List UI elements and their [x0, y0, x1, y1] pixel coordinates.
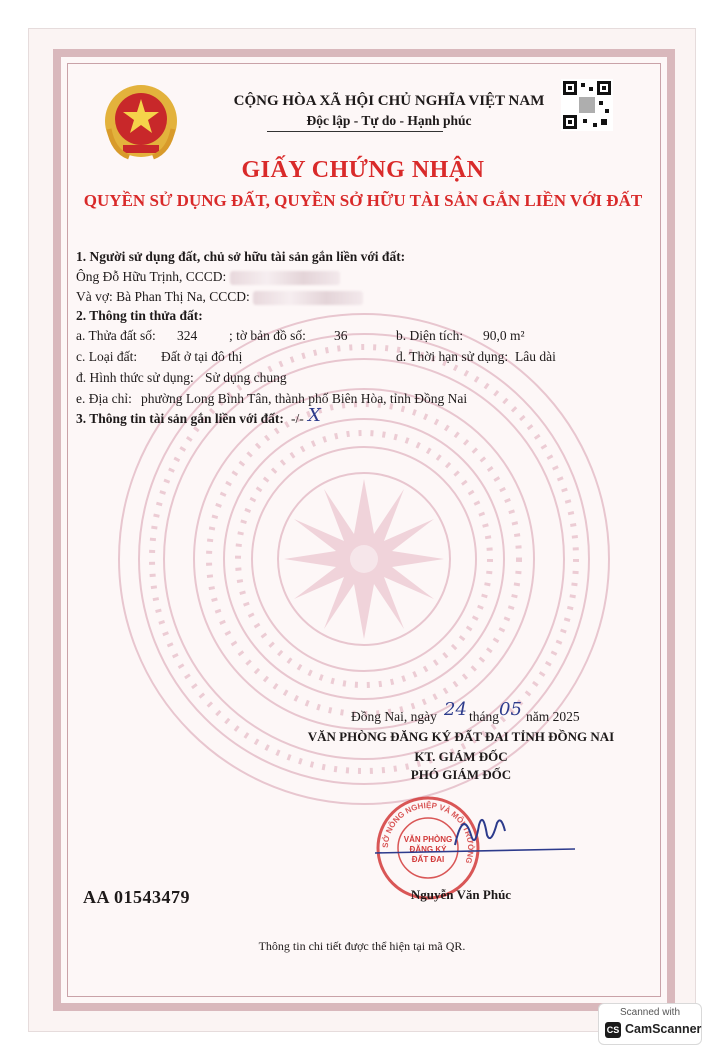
issuing-office: VĂN PHÒNG ĐĂNG KÝ ĐẤT ĐAI TỈNH ĐỒNG NAI — [307, 729, 615, 744]
stamp-center-text: VĂN PHÒNG ĐĂNG KÝ ĐẤT ĐAI — [403, 835, 453, 864]
signer-name: Nguyễn Văn Phúc — [410, 887, 512, 902]
country-name: CỘNG HÒA XÃ HỘI CHỦ NGHĨA VIỆT NAM — [233, 93, 545, 109]
assets-value: -/- — [291, 411, 304, 426]
certificate-page — [28, 28, 696, 1032]
map-value: 36 — [334, 328, 348, 343]
scanned-with-label: Scanned with — [619, 1007, 681, 1018]
term-label: d. Thời hạn sử dụng: — [396, 349, 509, 364]
parcel-value: 324 — [177, 328, 198, 343]
redacted-id — [230, 271, 340, 285]
signer-position: PHÓ GIÁM ĐỐC — [410, 767, 512, 782]
spouse-text: Và vợ: Bà Phan Thị Na, CCCD: — [76, 289, 250, 304]
for-director: KT. GIÁM ĐỐC — [414, 749, 508, 764]
camscanner-badge — [598, 1003, 702, 1045]
term-value: Lâu dài — [515, 349, 556, 364]
section2-heading: 2. Thông tin thửa đất: — [76, 308, 203, 323]
date-day: 24 — [444, 699, 467, 720]
national-motto: Độc lập - Tự do - Hạnh phúc — [306, 113, 472, 128]
section1-heading: 1. Người sử dụng đất, chủ sở hữu tài sản gắn liền với đất: — [76, 249, 406, 264]
address-value: phường Long Bình Tân, thành phố Biên Hòa, tỉnh Đồng Nai — [141, 391, 468, 406]
camscanner-logo-icon: CS — [605, 1022, 621, 1038]
date-month-label: tháng — [469, 709, 499, 724]
land-type-value: Đất ở tại đô thị — [161, 349, 243, 364]
spouse-line — [76, 289, 363, 305]
camscanner-name: CamScanner — [625, 1022, 702, 1036]
certificate-title: GIẤY CHỨNG NHẬN — [241, 157, 485, 183]
usage-form-label: đ. Hình thức sử dụng: — [76, 370, 194, 385]
qr-code-icon — [561, 79, 613, 131]
owner-text: Ông Đỗ Hữu Trịnh, CCCD: — [76, 269, 227, 284]
map-label: ; tờ bản đồ số: — [229, 328, 306, 343]
stamp-ring-text: SỞ NÔNG NGHIỆP VÀ MÔI TRƯỜNG — [380, 800, 476, 865]
section3-heading: 3. Thông tin tài sản gắn liền với đất: — [76, 411, 284, 426]
area-value: 90,0 m² — [483, 328, 525, 343]
serial-number: AA 01543479 — [83, 887, 191, 907]
signature-icon — [375, 805, 585, 865]
qr-footer-note: Thông tin chi tiết được thể hiện tại mã QR. — [258, 939, 466, 953]
owner-line — [76, 269, 340, 285]
date-year: năm 2025 — [526, 709, 580, 724]
redacted-id — [253, 291, 363, 305]
address-label: e. Địa chỉ: — [76, 391, 132, 406]
date-month: 05 — [499, 699, 522, 720]
date-place: Đồng Nai, ngày — [351, 709, 437, 724]
area-label: b. Diện tích: — [396, 328, 464, 343]
motto-underline — [267, 131, 443, 132]
national-emblem-icon — [99, 81, 183, 165]
land-type-label: c. Loại đất: — [76, 349, 138, 364]
usage-form-value: Sử dụng chung — [205, 370, 287, 385]
parcel-label: a. Thửa đất số: — [76, 328, 156, 343]
handwritten-mark: X — [308, 405, 321, 426]
certificate-subtitle: QUYỀN SỬ DỤNG ĐẤT, QUYỀN SỞ HỮU TÀI SẢN GẮN LIỀN VỚI ĐẤT — [83, 191, 643, 210]
